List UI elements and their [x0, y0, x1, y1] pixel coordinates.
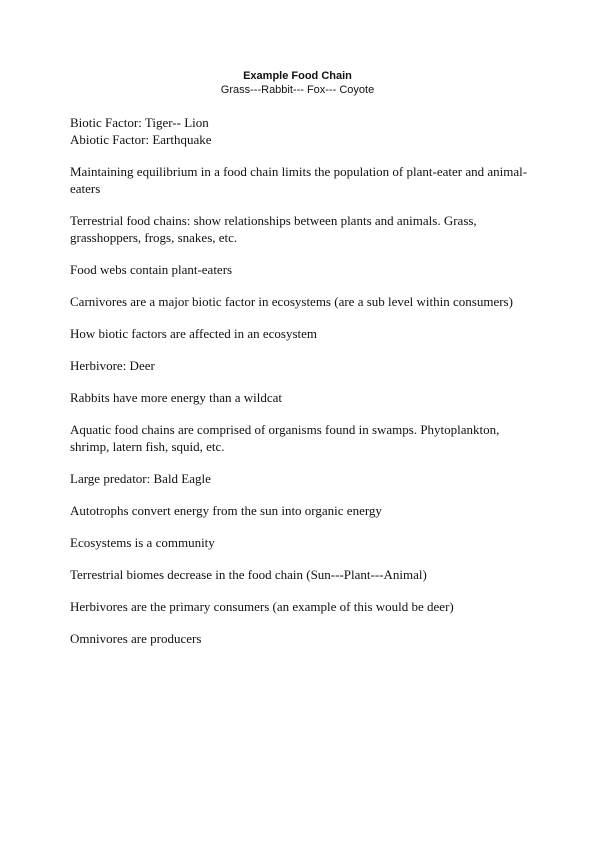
abiotic-factor-line: Abiotic Factor: Earthquake [70, 132, 212, 147]
paragraph-biotic-factors: How biotic factors are affected in an ecosystem [70, 326, 318, 341]
biotic-factor-line: Biotic Factor: Tiger-- Lion [70, 115, 209, 130]
paragraph-large-predator: Large predator: Bald Eagle [70, 471, 211, 486]
paragraph-food-webs: Food webs contain plant-eaters [70, 262, 233, 277]
document-title: Example Food Chain [243, 70, 352, 82]
paragraph-aquatic-chains: Aquatic food chains are comprised of organisms found in swamps. Phytoplankton, shrimp, latern fish, squid, etc. [70, 422, 500, 454]
document-body [70, 114, 530, 662]
paragraph-herbivore: Herbivore: Deer [70, 358, 155, 373]
paragraph-rabbits-energy: Rabbits have more energy than a wildcat [70, 390, 283, 405]
paragraph-equilibrium: Maintaining equilibrium in a food chain limits the population of plant-eater and animal-eaters [70, 164, 528, 196]
paragraph-carnivores: Carnivores are a major biotic factor in ecosystems (are a sub level within consumers) [70, 294, 513, 309]
paragraph-terrestrial-chains: Terrestrial food chains: show relationships between plants and animals. Grass, grasshoppers, frogs, snakes, etc. [70, 213, 477, 245]
document-header [0, 69, 595, 97]
paragraph-autotrophs: Autotrophs convert energy from the sun into organic energy [70, 503, 382, 518]
paragraph-omnivores: Omnivores are producers [70, 631, 202, 646]
paragraph-terrestrial-biomes: Terrestrial biomes decrease in the food chain (Sun---Plant---Animal) [70, 567, 427, 582]
paragraph-ecosystems: Ecosystems is a community [70, 535, 215, 550]
paragraph-primary-consumers: Herbivores are the primary consumers (an example of this would be deer) [70, 599, 454, 614]
document-subtitle: Grass---Rabbit--- Fox--- Coyote [220, 84, 375, 96]
